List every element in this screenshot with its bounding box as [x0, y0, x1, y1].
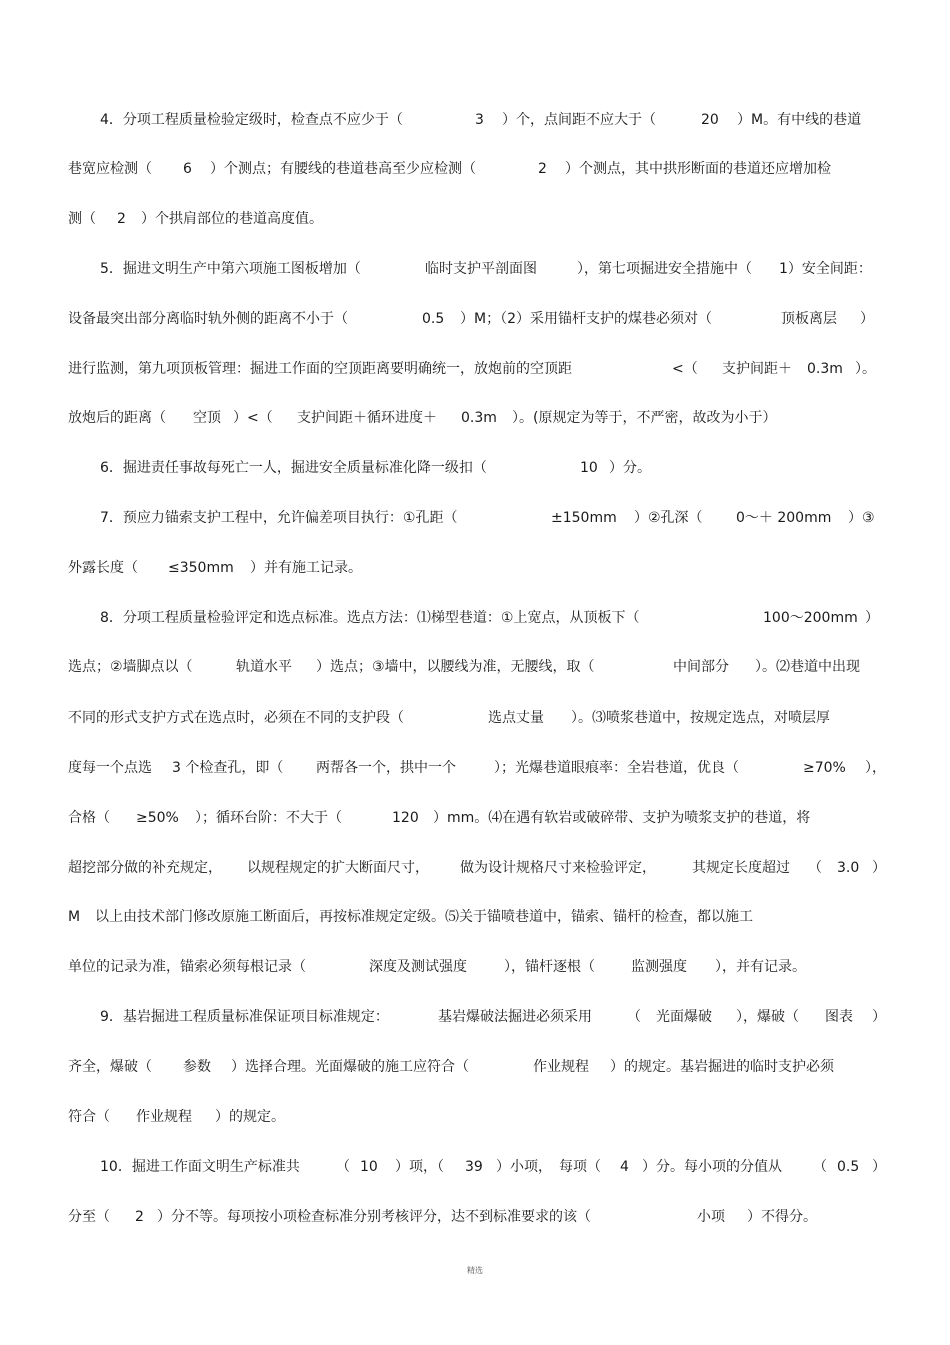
text-run: 分至（ — [68, 1209, 110, 1225]
answer-blank: 0.5 — [837, 1159, 860, 1175]
text-run: ） — [860, 311, 874, 327]
answer-blank: 2 — [538, 161, 547, 177]
text-run: 巷宽应检测（ — [68, 161, 152, 177]
answer-blank: 选点丈量 — [488, 710, 544, 726]
text-run: ）。 — [855, 361, 876, 377]
answer-blank: 120 — [392, 810, 419, 826]
text-run: ）个拱肩部位的巷道高度值。 — [141, 211, 323, 227]
page-footer: 精选 — [467, 1266, 483, 1275]
q8-line-1 — [0, 606, 950, 630]
q8-line-8 — [0, 955, 950, 979]
text-run: ）的规定。基岩掘进的临时支护必须 — [610, 1059, 834, 1075]
answer-blank: 光面爆破 — [656, 1009, 712, 1025]
q7-line-1 — [0, 506, 950, 530]
text-run: 8．分项工程质量检验评定和选点标准。选点方法：⑴梯型巷道：①上宽点，从顶板下（ — [100, 610, 640, 626]
answer-blank: 20 — [701, 112, 719, 128]
q8-line-3 — [0, 706, 950, 730]
answer-blank: 作业规程 — [136, 1109, 192, 1125]
answer-blank: 两帮各一个，拱中一个 — [316, 760, 456, 776]
text-run: （ — [808, 860, 822, 876]
text-run: ）选点；③墙中，以腰线为准，无腰线，取（ — [316, 659, 595, 675]
text-run: ） — [872, 1009, 886, 1025]
q4-line-3 — [0, 207, 950, 231]
q5-line-4 — [0, 406, 950, 430]
answer-blank: 2 — [135, 1209, 144, 1225]
answer-blank: 支护间距＋ — [722, 361, 792, 377]
text-run: 每项（ — [559, 1159, 601, 1175]
text-run: ）mm。⑷在遇有软岩或破碎带、支护为喷浆支护的巷道，将 — [433, 810, 811, 826]
answer-blank: 0～＋ 200mm — [736, 510, 832, 526]
text-run: M — [68, 909, 81, 925]
text-run: ）小项， — [496, 1159, 552, 1175]
text-run: 10．掘进工作面文明生产标准共 — [100, 1159, 300, 1175]
answer-blank: 3.0 — [837, 860, 860, 876]
text-run: 符合（ — [68, 1109, 110, 1125]
text-run: ）个测点，其中拱形断面的巷道还应增加检 — [565, 161, 831, 177]
q5-line-2 — [0, 307, 950, 331]
text-run: ）M。有中线的巷道 — [737, 112, 862, 128]
answer-blank: ±150mm — [551, 510, 617, 526]
q6-line-1 — [0, 456, 950, 480]
text-run: <（ — [672, 361, 698, 377]
text-run: ）个，点间距不应大于（ — [502, 112, 656, 128]
q5-line-1 — [0, 257, 950, 281]
text-run: （ — [627, 1009, 641, 1025]
answer-blank: 100～200mm — [763, 610, 858, 626]
answer-blank: 顶板离层 — [781, 311, 837, 327]
text-run: 外露长度（ — [68, 560, 138, 576]
text-run: ），锚杆逐根（ — [504, 959, 595, 975]
answer-blank: ≥70% — [803, 760, 846, 776]
answer-blank: 4 — [620, 1159, 629, 1175]
text-run: ）分。每小项的分值从 — [642, 1159, 782, 1175]
text-run: 基岩爆破法掘进必须采用 — [438, 1009, 592, 1025]
answer-blank: 轨道水平 — [236, 659, 292, 675]
q4-line-1 — [0, 108, 950, 132]
text-run: （ — [336, 1159, 350, 1175]
text-run: 3 个检查孔，即（ — [172, 760, 284, 776]
answer-blank: 支护间距＋循环进度＋ — [297, 410, 437, 426]
text-run: 6．掘进责任事故每死亡一人，掘进安全质量标准化降一级扣（ — [100, 460, 487, 476]
text-run: 选点；②墙脚点以（ — [68, 659, 193, 675]
answer-blank: 39 — [465, 1159, 483, 1175]
answer-blank: 监测强度 — [631, 959, 687, 975]
text-run: ）的规定。 — [215, 1109, 285, 1125]
q8-line-5 — [0, 806, 950, 830]
text-run: 单位的记录为准，锚索必须每根记录（ — [68, 959, 306, 975]
answer-blank: 3 — [475, 112, 484, 128]
text-run: ），第七项掘进安全措施中（ — [577, 261, 752, 277]
q4-line-2 — [0, 157, 950, 181]
text-run: ）分。 — [609, 460, 651, 476]
answer-blank: 小项 — [697, 1209, 725, 1225]
answer-blank: ≤350mm — [168, 560, 234, 576]
answer-blank: ≥50% — [136, 810, 179, 826]
text-run: ）<（ — [233, 410, 273, 426]
text-run: ），并有记录。 — [715, 959, 806, 975]
answer-blank: 6 — [183, 161, 192, 177]
answer-blank: 2 — [117, 211, 126, 227]
q10-line-1 — [0, 1155, 950, 1179]
text-run: ）②孔深（ — [634, 510, 703, 526]
text-run: 1）安全间距： — [779, 261, 872, 277]
text-run: 5．掘进文明生产中第六项施工图板增加（ — [100, 261, 361, 277]
answer-blank: 中间部分 — [673, 659, 729, 675]
text-run: ）， — [865, 760, 886, 776]
answer-blank: 临时支护平剖面图 — [425, 261, 537, 277]
text-run: 不同的形式支护方式在选点时，必须在不同的支护段（ — [68, 710, 404, 726]
answer-blank: 深度及测试强度 — [369, 959, 467, 975]
text-run: ） — [872, 1159, 886, 1175]
text-run: ）。⑵巷道中出现 — [755, 659, 860, 675]
answer-blank: 0.5 — [422, 311, 445, 327]
q9-line-2 — [0, 1055, 950, 1079]
answer-blank: 10 — [360, 1159, 378, 1175]
q8-line-6 — [0, 856, 950, 880]
text-run: ）③ — [848, 510, 875, 526]
text-run: ）分不等。每项按小项检查标准分别考核评分，达不到标准要求的该（ — [157, 1209, 591, 1225]
q5-line-3 — [0, 357, 950, 381]
text-run: ），爆破（ — [736, 1009, 799, 1025]
text-run: ）个测点；有腰线的巷道巷高至少应检测（ — [210, 161, 476, 177]
q9-line-3 — [0, 1105, 950, 1129]
text-run: 9．基岩掘进工程质量标准保证项目标准规定： — [100, 1009, 389, 1025]
text-run: 以规程规定的扩大断面尺寸， — [247, 860, 429, 876]
q7-line-2 — [0, 556, 950, 580]
q8-line-7 — [0, 905, 950, 929]
text-run: 以上由技术部门修改原施工断面后，再按标准规定定级。⑸关于锚喷巷道中，锚索、锚杆的检查，都以施工 — [95, 909, 753, 925]
text-run: 合格（ — [68, 810, 110, 826]
text-run: 4．分项工程质量检验定级时，检查点不应少于（ — [100, 112, 403, 128]
text-run: ）选择合理。光面爆破的施工应符合（ — [231, 1059, 469, 1075]
text-run: ）不得分。 — [747, 1209, 817, 1225]
text-run: 超挖部分做的补充规定， — [68, 860, 222, 876]
text-run: ）；光爆巷道眼痕率：全岩巷道，优良（ — [494, 760, 739, 776]
text-run: 测（ — [68, 211, 96, 227]
text-run: ） — [865, 610, 879, 626]
text-run: 度每一个点选 — [68, 760, 152, 776]
text-run: 放炮后的距离（ — [68, 410, 166, 426]
text-run: 设备最突出部分离临时轨外侧的距离不小于（ — [68, 311, 348, 327]
text-run: ）。(原规定为等于，不严密，故改为小于） — [512, 410, 777, 426]
q8-line-4 — [0, 756, 950, 780]
text-run: （ — [813, 1159, 827, 1175]
answer-blank: 空顶 — [193, 410, 221, 426]
answer-blank: 0.3m — [807, 361, 843, 377]
text-run: ）；循环台阶：不大于（ — [195, 810, 342, 826]
text-run: ）M；（2）采用锚杆支护的煤巷必须对（ — [460, 311, 712, 327]
answer-blank: 0.3m — [461, 410, 497, 426]
text-run: 进行监测，第九项顶板管理：掘进工作面的空顶距离要明确统一，放炮前的空顶距 — [68, 361, 572, 377]
text-run: 齐全，爆破（ — [68, 1059, 152, 1075]
q9-line-1 — [0, 1005, 950, 1029]
text-run: 做为设计规格尺寸来检验评定， — [460, 860, 656, 876]
q10-line-2 — [0, 1205, 950, 1229]
text-run: ）。⑶喷浆巷道中，按规定选点，对喷层厚 — [571, 710, 830, 726]
text-run: 其规定长度超过 — [692, 860, 790, 876]
answer-blank: 参数 — [183, 1059, 211, 1075]
text-run: ）并有施工记录。 — [250, 560, 362, 576]
answer-blank: 图表 — [825, 1009, 853, 1025]
text-run: 7．预应力锚索支护工程中，允许偏差项目执行：①孔距（ — [100, 510, 458, 526]
answer-blank: 作业规程 — [533, 1059, 589, 1075]
answer-blank: 10 — [580, 460, 598, 476]
text-run: ）项，（ — [395, 1159, 444, 1175]
text-run: ） — [872, 860, 886, 876]
q8-line-2 — [0, 655, 950, 679]
